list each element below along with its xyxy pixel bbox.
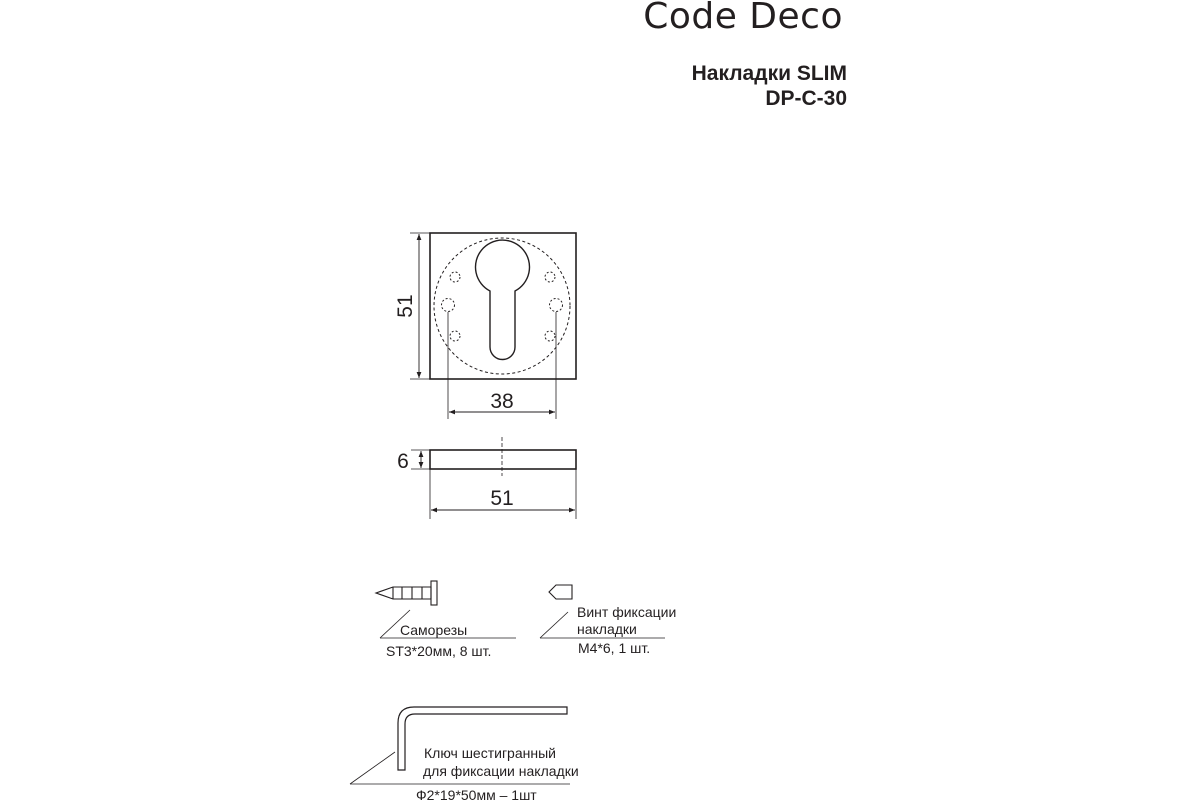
fixing-screw-name-line1: Винт фиксации	[577, 604, 677, 620]
hole-spacing-dim-label: 38	[490, 390, 514, 413]
product-line-title: Накладки SLIM	[691, 62, 847, 85]
screws-name: Саморезы	[400, 622, 468, 638]
mounting-holes	[442, 272, 563, 341]
plate-outline	[430, 233, 576, 379]
fixing-screw-icon	[549, 585, 572, 599]
cylinder-keyhole	[475, 240, 529, 359]
side-width-dim-label: 51	[490, 487, 514, 510]
fixing-screw-spec: М4*6, 1 шт.	[578, 640, 651, 656]
hex-key-name-line1: Ключ шестигранный	[424, 745, 556, 761]
screw-icon	[376, 581, 437, 605]
height-dim-label: 51	[394, 294, 417, 318]
screws-spec: ST3*20мм, 8 шт.	[386, 643, 492, 659]
hex-key-spec: Ф2*19*50мм – 1шт	[416, 787, 537, 800]
hex-key-name-line2: для фиксации накладки	[423, 763, 579, 779]
thickness-dim-label: 6	[397, 450, 409, 473]
model-code: DP-C-30	[765, 87, 847, 110]
fixing-screw-name-line2: накладки	[577, 621, 637, 637]
brand-logo: Code Deco	[643, 0, 843, 37]
plate-side-outline	[430, 450, 576, 469]
